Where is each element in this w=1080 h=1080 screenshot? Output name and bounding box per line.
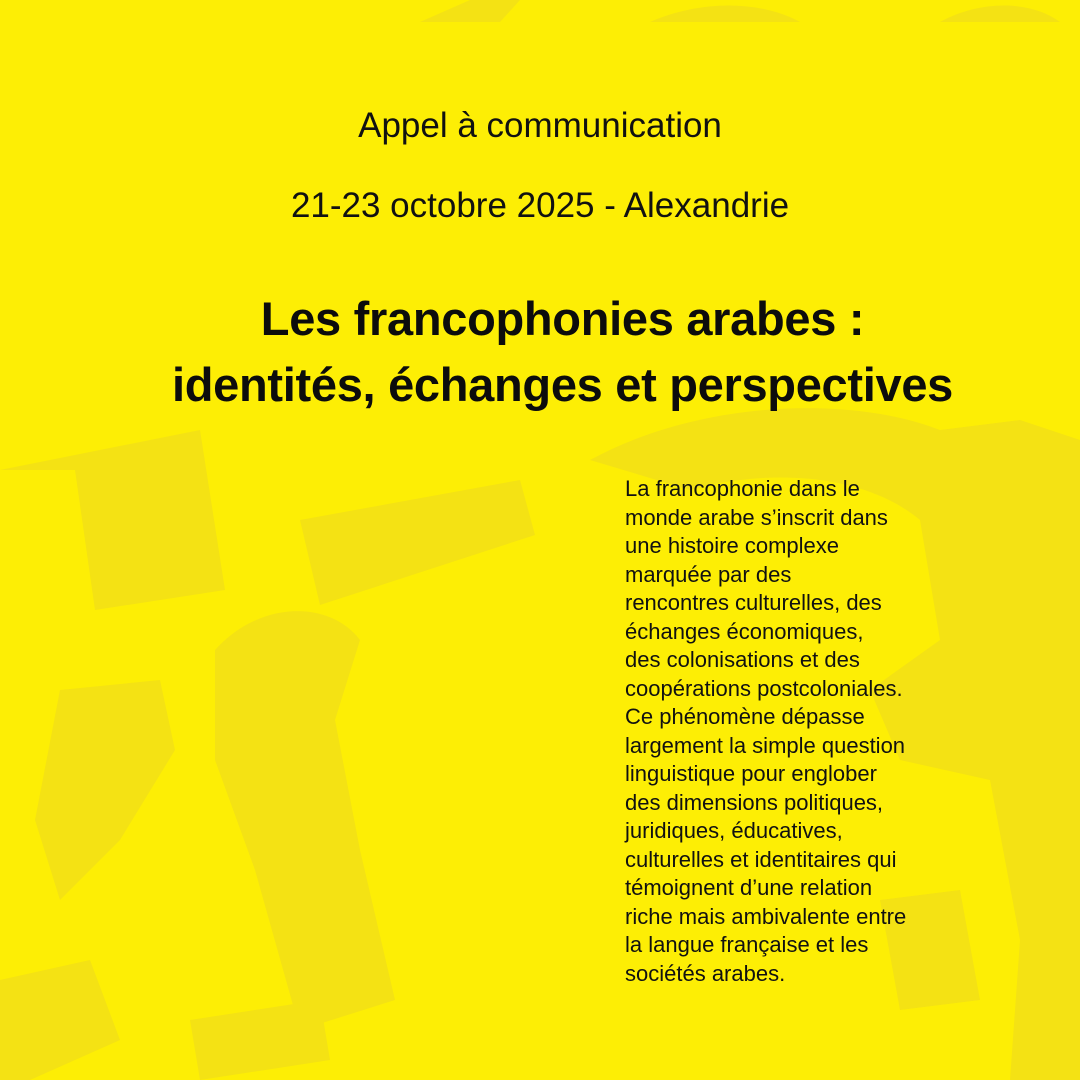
- description-line: rencontres culturelles, des: [625, 590, 882, 615]
- page-title-line-1: Les francophonies arabes :: [260, 292, 865, 345]
- description-line: largement la simple question: [625, 732, 906, 758]
- description-line: la langue française et les: [625, 932, 869, 957]
- description-line: monde arabe s’inscrit dans: [625, 504, 888, 530]
- description-paragraph: [625, 475, 1025, 988]
- description-line: linguistique pour englober: [625, 761, 877, 786]
- description-line: riche mais ambivalente entre: [625, 903, 907, 929]
- description-line: coopérations postcoloniales.: [625, 675, 903, 701]
- description-line: des colonisations et des: [625, 647, 860, 672]
- description-line: échanges économiques,: [625, 618, 864, 644]
- description-line: une histoire complexe: [625, 533, 840, 558]
- description-line: témoignent d’une relation: [625, 875, 873, 900]
- description-line: juridiques, éducatives,: [625, 818, 843, 843]
- description-line: culturelles et identitaires qui: [625, 846, 897, 872]
- description-line: des dimensions politiques,: [625, 789, 884, 815]
- description-line: Ce phénomène dépasse: [625, 704, 865, 729]
- call-for-papers-label: Appel à communication: [358, 106, 722, 145]
- event-date-location: 21-23 octobre 2025 - Alexandrie: [290, 186, 790, 225]
- description-line: marquée par des: [625, 561, 792, 587]
- description-line: La francophonie dans le: [625, 476, 860, 501]
- page-title-line-2: identités, échanges et perspectives: [172, 358, 953, 411]
- description-line: sociétés arabes.: [625, 960, 786, 986]
